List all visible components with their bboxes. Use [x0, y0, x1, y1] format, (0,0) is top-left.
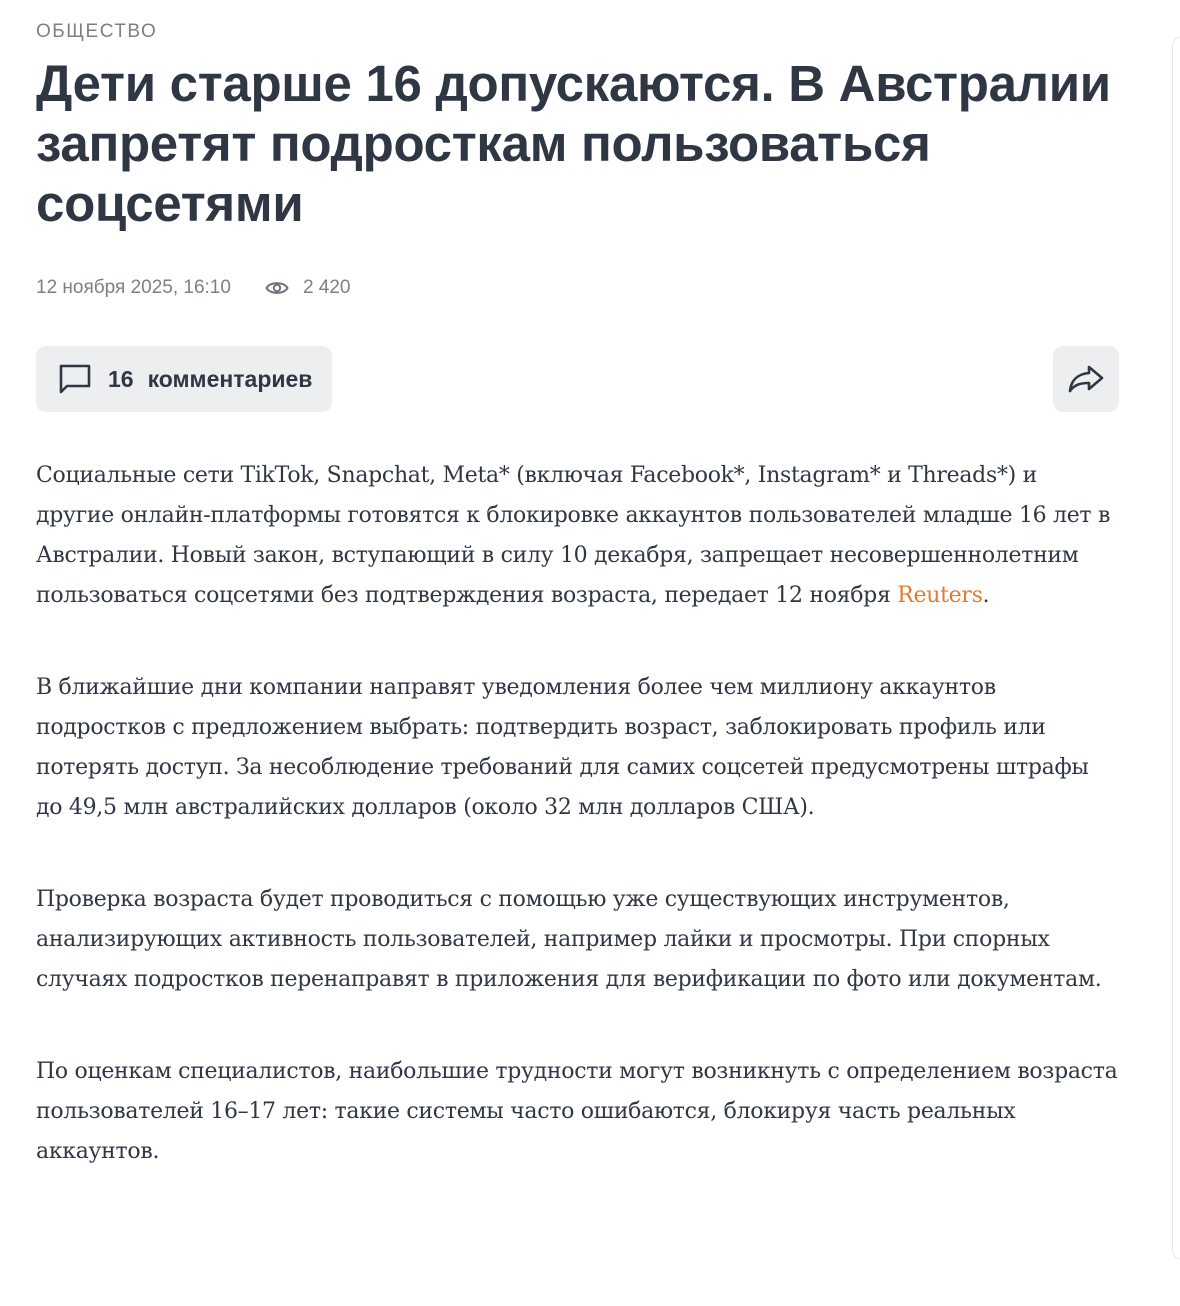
- article-rubric[interactable]: ОБЩЕСТВО: [36, 21, 158, 42]
- paragraph-1: Социальные сети TikTok, Snapchat, Meta* (включая Facebook*, Instagram* и Threads*) и другие онлайн-платформы готовятся к блокировке аккаунтов пользователей младше 16 лет в Австралии. Новый закон, вступающий в силу 10 декабря, запрещает несовершеннолетним пользоваться соцсетями без подтверждения возраста, передает 12 ноября Reuters.: [36, 463, 1111, 608]
- article-actions: [36, 346, 1119, 412]
- share-button[interactable]: [1053, 346, 1119, 412]
- paragraph-3: Проверка возраста будет проводиться с помощью уже существующих инструментов, анализирующих активность пользователей, например лайки и просмотры. При спорных случаях подростков перенаправят в приложения для верификации по фото или документам.: [36, 887, 1102, 992]
- comments-label: комментариев: [147, 365, 313, 392]
- views-counter: [265, 277, 351, 299]
- comments-count: 16: [108, 365, 134, 392]
- share-icon: [1067, 364, 1105, 394]
- sidebar-panel-edge: [1172, 36, 1180, 1260]
- comment-icon: [58, 363, 92, 395]
- views-count: 2 420: [302, 277, 351, 298]
- article-title: Дети старше 16 допускаются. В Австралии запретят подросткам пользоваться соцсетями: [36, 55, 1111, 232]
- paragraph-2: В ближайшие дни компании направят уведомления более чем миллиону аккаунтов подростков с предложением выбрать: подтвердить возраст, заблокировать профиль или потерять доступ. За несоблюдение требований для самих соцсетей предусмотрены штрафы до 49,5 млн австралийских долларов (около 32 млн долларов США).: [36, 675, 1089, 820]
- article-meta: [36, 274, 1119, 302]
- article-body: [36, 456, 1119, 1172]
- reuters-link[interactable]: Reuters: [897, 583, 983, 608]
- article: [36, 0, 1119, 1172]
- eye-icon: [265, 279, 289, 297]
- paragraph-4: По оценкам специалистов, наибольшие трудности могут возникнуть с определением возраста пользователей 16–17 лет: такие системы часто ошибаются, блокируя часть реальных аккаунтов.: [36, 1059, 1118, 1164]
- publish-date: 12 ноября 2025, 16:10: [36, 277, 231, 298]
- comments-button[interactable]: [36, 346, 332, 412]
